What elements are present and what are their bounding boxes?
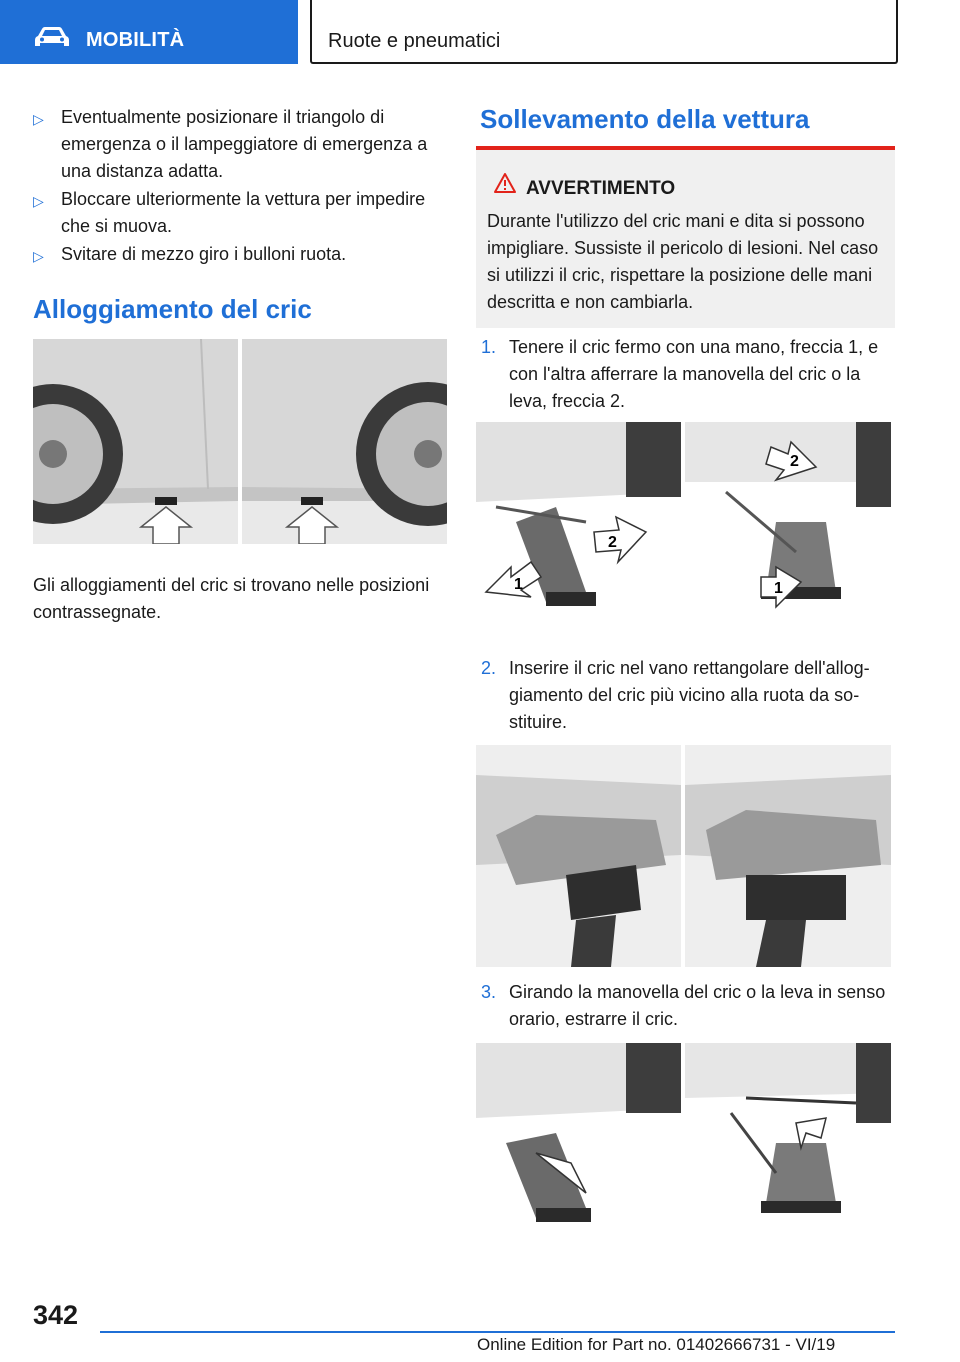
jack-crank-image	[476, 1043, 891, 1235]
triangle-bullet-icon: ▷	[33, 111, 44, 127]
triangle-bullet-icon: ▷	[33, 248, 44, 264]
step-item: 2. Inserire il cric nel vano rettangolare dell'allog-giamento del cric più vicino alla ruota da so-stituire.	[481, 658, 870, 732]
section-heading-jack-mount: Alloggiamento del cric	[33, 294, 312, 324]
chapter-header	[310, 0, 898, 64]
arrow-label: 1	[774, 580, 783, 597]
section-tab[interactable]	[0, 0, 298, 64]
jack-mount-image	[33, 339, 447, 544]
footer-divider	[100, 1331, 895, 1333]
step-item: 3. Girando la manovella del cric o la leva in senso orario, estrarre il cric.	[481, 982, 886, 1029]
footer-edition: Online Edition for Part no. 01402666731 - VI/19	[477, 1335, 836, 1354]
page-number: 342	[33, 1300, 79, 1330]
chapter-title: Ruote e pneumatici	[328, 30, 501, 52]
warning-box	[476, 146, 895, 328]
section-heading-lifting: Sollevamento della vettura	[480, 104, 810, 134]
jack-hold-image	[476, 422, 891, 627]
jack-mount-caption: Gli alloggiamenti del cric si trovano nelle posizioni contrassegnate.	[33, 575, 430, 622]
section-title: MOBILITÀ	[86, 29, 185, 51]
warning-title: AVVERTIMENTO	[526, 178, 676, 199]
list-item: ▷ Eventualmente posizionare il triangolo di emergenza o il lampeggiatore di emergenza a una distanza adatta.	[33, 107, 428, 181]
jack-insert-image	[476, 745, 891, 967]
triangle-bullet-icon: ▷	[33, 193, 44, 209]
arrow-label: 1	[514, 576, 523, 593]
car-icon	[34, 26, 70, 48]
arrow-label: 2	[790, 453, 799, 470]
list-item: ▷ Svitare di mezzo giro i bulloni ruota.	[33, 241, 453, 268]
step-item: 1. Tenere il cric fermo con una mano, freccia 1, e con l'altra afferrare la manovella del cric o la leva, freccia 2.	[481, 337, 879, 411]
list-item: ▷ Bloccare ulteriormente la vettura per impedire che si muova.	[33, 189, 426, 236]
warning-triangle-icon	[493, 172, 517, 194]
warning-text: Durante l'utilizzo del cric mani e dita si possono impigliare. Sussiste il pericolo di lesioni. Nel caso si utilizzi il cric, rispettare la posizione delle mani descritta e non cambiarla.	[487, 211, 879, 312]
arrow-label: 2	[608, 534, 617, 551]
